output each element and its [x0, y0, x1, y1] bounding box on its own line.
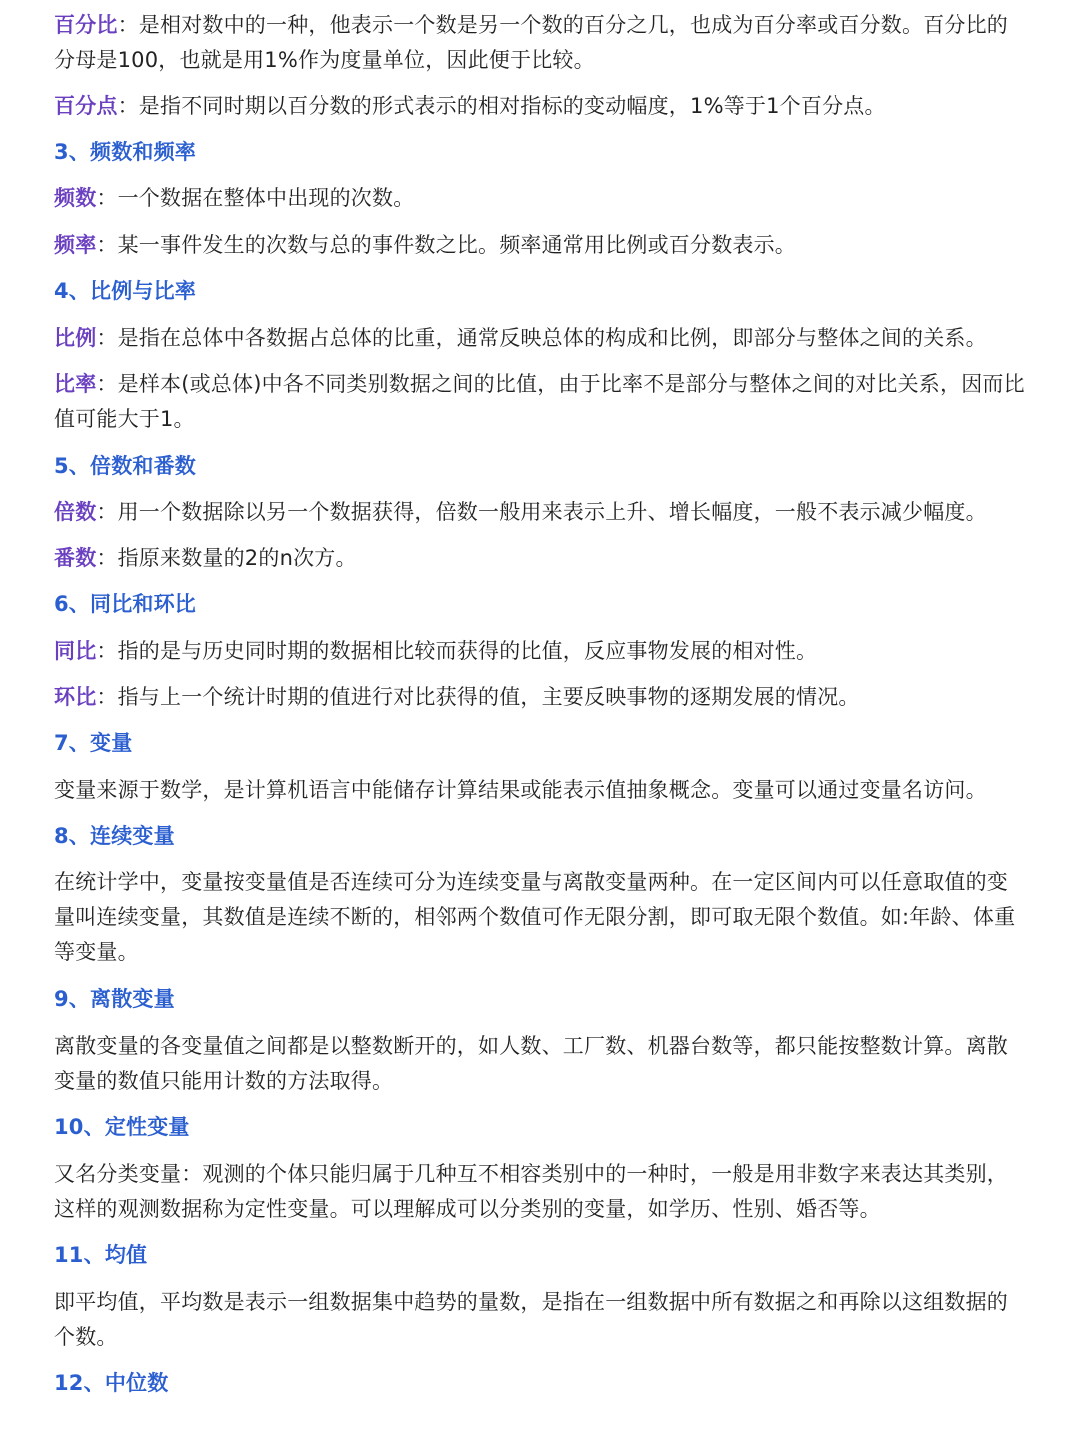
definition-text: ：是相对数中的一种，他表示一个数是另一个数的百分之几，也成为百分率或百分数。百分比的分母是100，也就是用1%作为度量单位，因此便于比较。	[54, 13, 1009, 72]
term-label: 比率	[54, 372, 97, 396]
definition-text: ：某一事件发生的次数与总的事件数之比。频率通常用比例或百分数表示。	[96, 233, 797, 257]
section-heading-7: 7、变量	[54, 731, 133, 755]
paragraph-continuous-variable: 在统计学中，变量按变量值是否连续可分为连续变量与离散变量两种。在一定区间内可以任意取值的变量叫连续变量，其数值是连续不断的，相邻两个数值可作无限分割，即可取无限个数值。如:年龄、体重等变量。	[54, 870, 1016, 964]
definition-percentage	[54, 8, 1026, 78]
paragraph-variable: 变量来源于数学，是计算机语言中能储存计算结果或能表示值抽象概念。变量可以通过变量名访问。	[54, 778, 987, 802]
definition-frequency-count	[54, 181, 1026, 216]
definition-year-on-year	[54, 634, 1026, 669]
section-heading-11: 11、均值	[54, 1243, 148, 1267]
term-label: 频数	[54, 186, 97, 210]
definition-text: ：是样本(或总体)中各不同类别数据之间的比值，由于比率不是部分与整体之间的对比关系，因而比值可能大于1。	[54, 372, 1025, 431]
definition-text: ：是指在总体中各数据占总体的比重，通常反映总体的构成和比例，即部分与整体之间的关系。	[96, 326, 987, 350]
definition-proportion	[54, 321, 1026, 356]
section-heading-6: 6、同比和环比	[54, 592, 197, 616]
definition-frequency-rate	[54, 228, 1026, 263]
definition-text: ：一个数据在整体中出现的次数。	[96, 186, 415, 210]
definition-ratio	[54, 367, 1026, 437]
term-label: 倍数	[54, 500, 97, 524]
definition-text: ：指的是与历史同时期的数据相比较而获得的比值，反应事物发展的相对性。	[96, 639, 818, 663]
definition-percentage-point	[54, 89, 1026, 124]
definition-text: ：用一个数据除以另一个数据获得，倍数一般用来表示上升、增长幅度，一般不表示减少幅度。	[96, 500, 987, 524]
section-heading-5: 5、倍数和番数	[54, 454, 197, 478]
definition-text: ：指原来数量的2的n次方。	[96, 546, 357, 570]
term-label: 频率	[54, 233, 97, 257]
definition-text: ：指与上一个统计时期的值进行对比获得的值，主要反映事物的逐期发展的情况。	[96, 685, 860, 709]
definition-doubling	[54, 541, 1026, 576]
definition-multiple	[54, 495, 1026, 530]
section-heading-3: 3、频数和频率	[54, 140, 197, 164]
paragraph-mean: 即平均值，平均数是表示一组数据集中趋势的量数，是指在一组数据中所有数据之和再除以这组数据的个数。	[54, 1290, 1008, 1349]
definition-text: ：是指不同时期以百分数的形式表示的相对指标的变动幅度，1%等于1个百分点。	[117, 94, 886, 118]
paragraph-discrete-variable: 离散变量的各变量值之间都是以整数断开的，如人数、工厂数、机器台数等，都只能按整数计算。离散变量的数值只能用计数的方法取得。	[54, 1034, 1008, 1093]
section-heading-4: 4、比例与比率	[54, 279, 197, 303]
term-label: 同比	[54, 639, 97, 663]
term-label: 百分点	[54, 94, 118, 118]
section-heading-12: 12、中位数	[54, 1371, 169, 1395]
section-heading-8: 8、连续变量	[54, 824, 175, 848]
paragraph-qualitative-variable: 又名分类变量：观测的个体只能归属于几种互不相容类别中的一种时，一般是用非数字来表达其类别，这样的观测数据称为定性变量。可以理解成可以分类别的变量，如学历、性别、婚否等。	[54, 1162, 1008, 1221]
term-label: 百分比	[54, 13, 118, 37]
term-label: 番数	[54, 546, 97, 570]
term-label: 比例	[54, 326, 97, 350]
section-heading-9: 9、离散变量	[54, 987, 175, 1011]
section-heading-10: 10、定性变量	[54, 1115, 190, 1139]
definition-period-on-period	[54, 680, 1026, 715]
term-label: 环比	[54, 685, 97, 709]
